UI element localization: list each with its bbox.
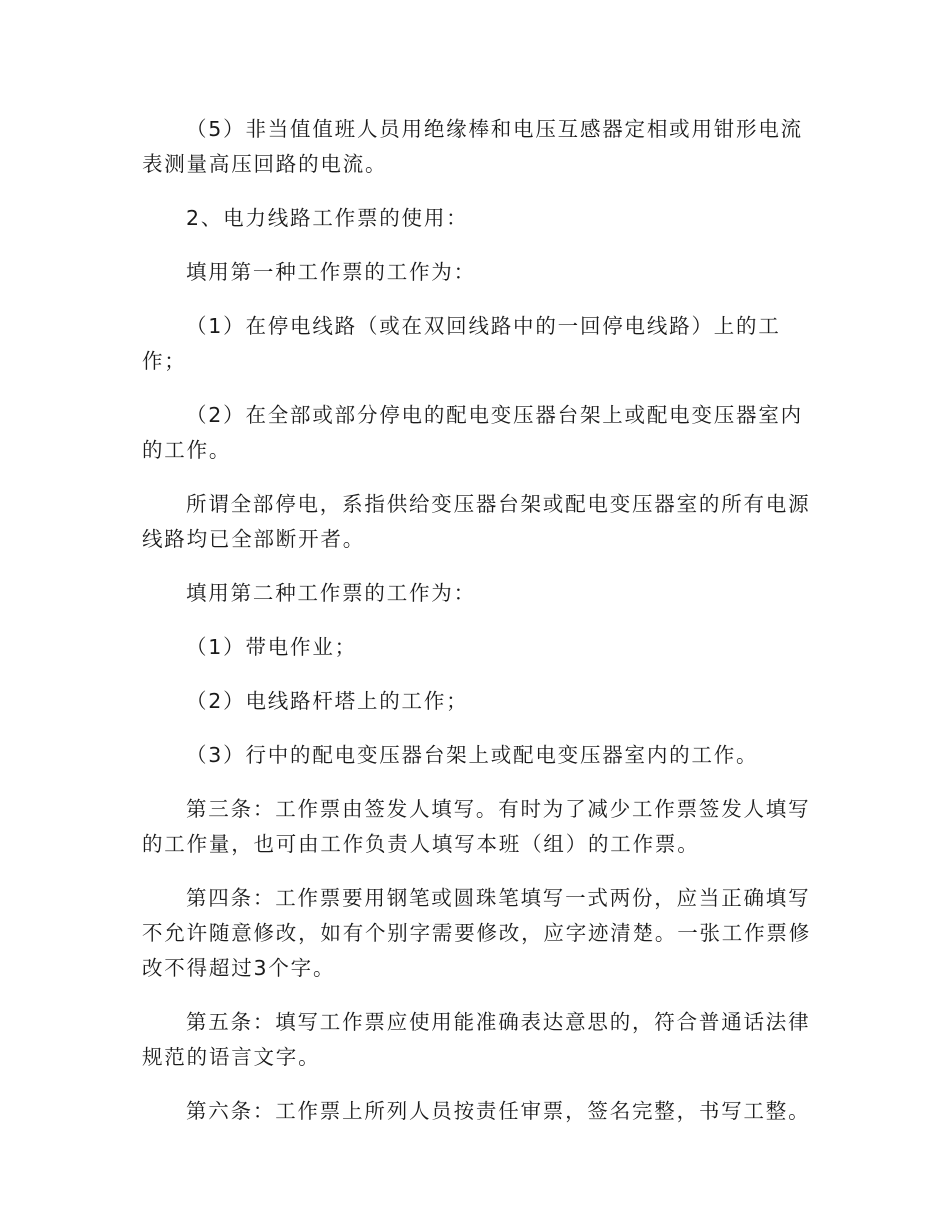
paragraph-9: （2）电线路杆塔上的工作；: [186, 689, 469, 713]
paragraph-14: 第六条：工作票上所列人员按责任审票，签名完整，书写工整。: [186, 1099, 811, 1123]
paragraph-8: （1）带电作业；: [186, 635, 357, 659]
paragraph-6: 所谓全部停电，系指供给变压器台架或配电变压器室的所有电源线路均已全部断开者。: [142, 492, 811, 551]
paragraph-4: （1）在停电线路（或在双回线路中的一回停电线路）上的工作；: [142, 314, 781, 373]
paragraph-12: 第四条：工作票要用钢笔或圆珠笔填写一式两份，应当正确填写不允许随意修改，如有个别字需要修改，应字迹清楚。一张工作票修改不得超过3个字。: [142, 886, 811, 980]
document-body: [142, 112, 812, 1148]
paragraph-11: 第三条：工作票由签发人填写。有时为了减少工作票签发人填写的工作量，也可由工作负责人填写本班（组）的工作票。: [142, 797, 811, 856]
paragraph-2: 2、电力线路工作票的使用：: [186, 206, 469, 230]
paragraph-7: 填用第二种工作票的工作为：: [186, 581, 476, 605]
paragraph-13: 第五条：填写工作票应使用能准确表达意思的，符合普通话法律规范的语言文字。: [142, 1010, 811, 1069]
paragraph-3: 填用第一种工作票的工作为：: [186, 260, 476, 284]
paragraph-5: （2）在全部或部分停电的配电变压器台架上或配电变压器室内的工作。: [142, 403, 803, 462]
paragraph-10: （3）行中的配电变压器台架上或配电变压器室内的工作。: [186, 743, 759, 767]
paragraph-1: （5）非当值值班人员用绝缘棒和电压互感器定相或用钳形电流表测量高压回路的电流。: [142, 117, 803, 176]
